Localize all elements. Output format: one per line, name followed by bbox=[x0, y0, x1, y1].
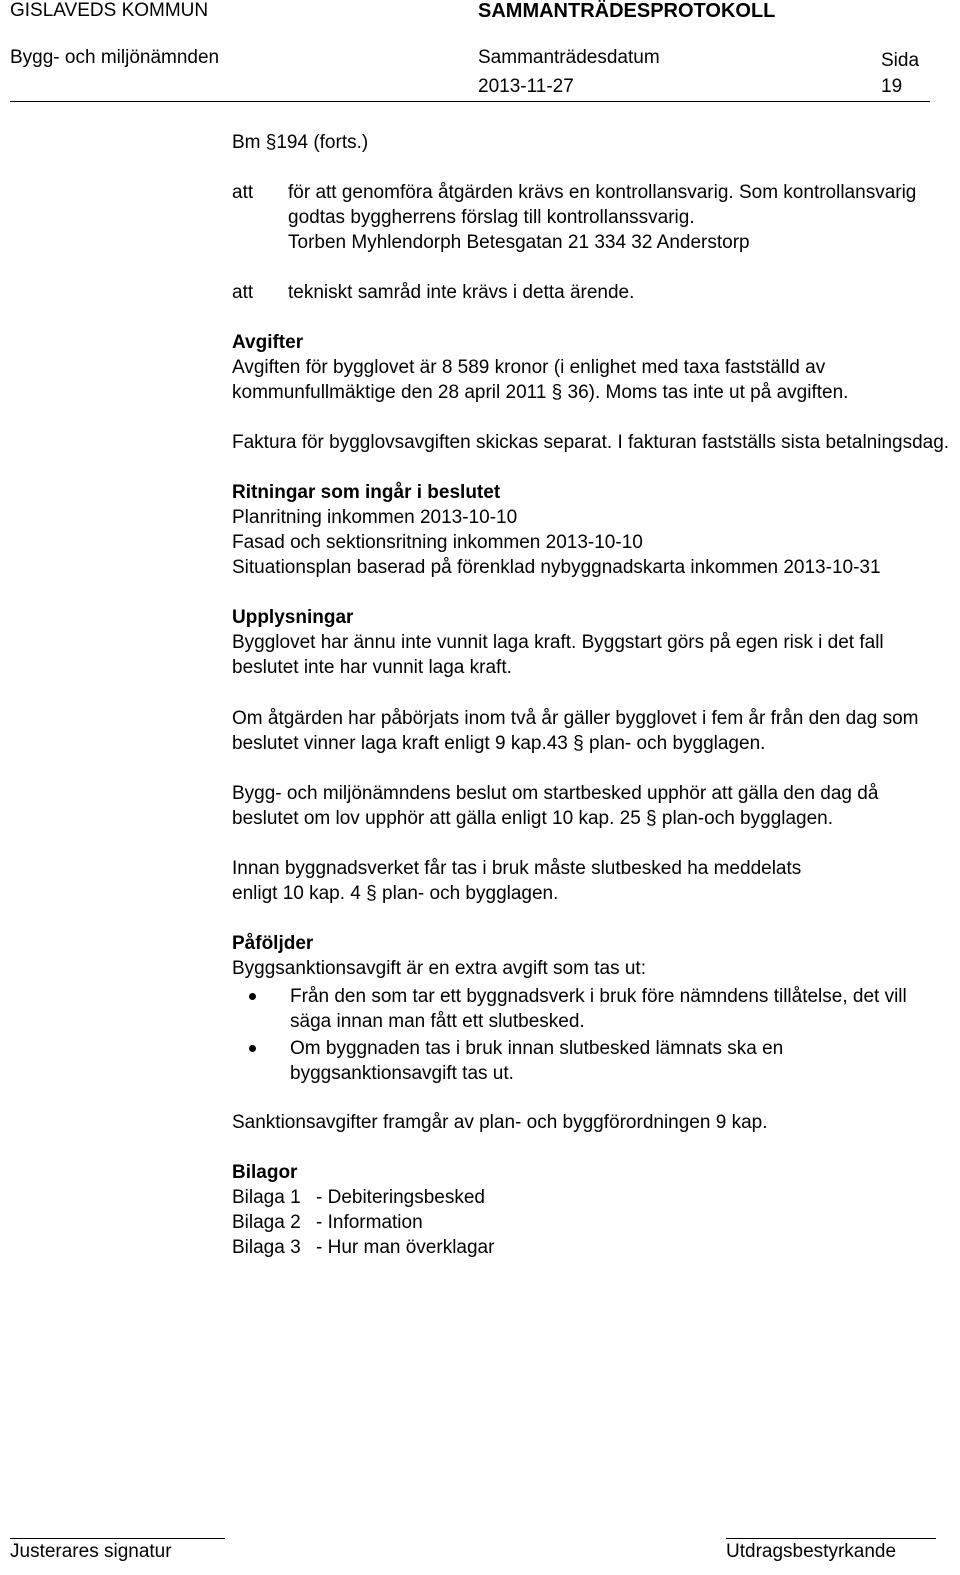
fees-heading: Avgifter bbox=[232, 332, 304, 353]
decision-keyword: att bbox=[232, 182, 254, 203]
fees-text: kommunfullmäktige den 28 april 2011 § 36). Moms tas inte ut på avgiften. bbox=[232, 382, 849, 403]
decision-line: Torben Myhlendorph Betesgatan 21 334 32 Anderstorp bbox=[288, 232, 750, 253]
attachment-description: - Debiteringsbesked bbox=[316, 1187, 485, 1208]
info-paragraph-line: Innan byggnadsverket får tas i bruk måste slutbesked ha meddelats bbox=[232, 858, 802, 879]
info-paragraph-line: beslutet vinner laga kraft enligt 9 kap.43 § plan- och bygglagen. bbox=[232, 733, 766, 754]
info-paragraph-line: enligt 10 kap. 4 § plan- och bygglagen. bbox=[232, 883, 559, 904]
consequences-intro: Byggsanktionsavgift är en extra avgift som tas ut: bbox=[232, 958, 646, 979]
drawing-item: Situationsplan baserad på förenklad nybyggnadskarta inkommen 2013-10-31 bbox=[232, 557, 881, 578]
info-heading: Upplysningar bbox=[232, 607, 354, 628]
drawing-item: Fasad och sektionsritning inkommen 2013-10-10 bbox=[232, 532, 643, 553]
info-paragraph-line: Om åtgärden har påbörjats inom två år gäller bygglovet i fem år från den dag som bbox=[232, 708, 919, 729]
drawing-item: Planritning inkommen 2013-10-10 bbox=[232, 507, 518, 528]
attachment-label: Bilaga 3 bbox=[232, 1237, 301, 1258]
bullet-icon bbox=[249, 993, 256, 1000]
attachment-description: - Information bbox=[316, 1212, 423, 1233]
bullet-icon bbox=[249, 1045, 256, 1052]
drawings-heading: Ritningar som ingår i beslutet bbox=[232, 482, 501, 503]
info-paragraph-line: Bygglovet har ännu inte vunnit laga kraft. Byggstart görs på egen risk i det fall bbox=[232, 632, 884, 653]
attachments-heading: Bilagor bbox=[232, 1162, 298, 1183]
bullet-item-line: byggsanktionsavgift tas ut. bbox=[290, 1063, 514, 1084]
meeting-date: 2013-11-27 bbox=[478, 76, 574, 97]
bullet-item-line: säga innan man fått ett slutbesked. bbox=[290, 1011, 585, 1032]
page-number: 19 bbox=[881, 76, 903, 97]
consequences-heading: Påföljder bbox=[232, 933, 314, 954]
decision-keyword: att bbox=[232, 282, 254, 303]
committee-name: Bygg- och miljönämnden bbox=[10, 47, 220, 68]
info-paragraph-line: beslutet inte har vunnit laga kraft. bbox=[232, 657, 512, 678]
signature-label: Justerares signatur bbox=[10, 1541, 172, 1562]
info-paragraph-line: Bygg- och miljönämndens beslut om startbesked upphör att gälla den dag då bbox=[232, 783, 879, 804]
bullet-item-line: Om byggnaden tas i bruk innan slutbesked lämnats ska en bbox=[290, 1038, 784, 1059]
certification-line bbox=[726, 1538, 936, 1539]
bullet-item-line: Från den som tar ett byggnadsverk i bruk före nämndens tillåtelse, det vill bbox=[290, 986, 907, 1007]
meeting-date-label: Sammanträdesdatum bbox=[478, 47, 660, 68]
invoice-text: Faktura för bygglovsavgiften skickas separat. I fakturan fastställs sista betalningsdag. bbox=[232, 432, 950, 453]
decision-line: för att genomföra åtgärden krävs en kontrollansvarig. Som kontrollansvarig bbox=[288, 182, 917, 203]
decision-line: godtas byggherrens förslag till kontrollanssvarig. bbox=[288, 207, 695, 228]
attachment-label: Bilaga 2 bbox=[232, 1212, 301, 1233]
page-label: Sida bbox=[881, 50, 920, 71]
info-paragraph-line: beslutet om lov upphör att gälla enligt 10 kap. 25 § plan-och bygglagen. bbox=[232, 808, 834, 829]
consequences-closing: Sanktionsavgifter framgår av plan- och byggförordningen 9 kap. bbox=[232, 1112, 768, 1133]
fees-text: Avgiften för bygglovet är 8 589 kronor (i enlighet med taxa fastställd av bbox=[232, 357, 826, 378]
attachment-label: Bilaga 1 bbox=[232, 1187, 301, 1208]
decision-line: tekniskt samråd inte krävs i detta ärende. bbox=[288, 282, 635, 303]
certification-label: Utdragsbestyrkande bbox=[726, 1541, 897, 1562]
document-type: SAMMANTRÄDESPROTOKOLL bbox=[478, 0, 776, 22]
header-rule bbox=[10, 101, 930, 102]
municipality-name: GISLAVEDS KOMMUN bbox=[10, 0, 209, 21]
attachment-description: - Hur man överklagar bbox=[316, 1237, 495, 1258]
signature-line bbox=[10, 1538, 225, 1539]
section-reference: Bm §194 (forts.) bbox=[232, 132, 369, 153]
